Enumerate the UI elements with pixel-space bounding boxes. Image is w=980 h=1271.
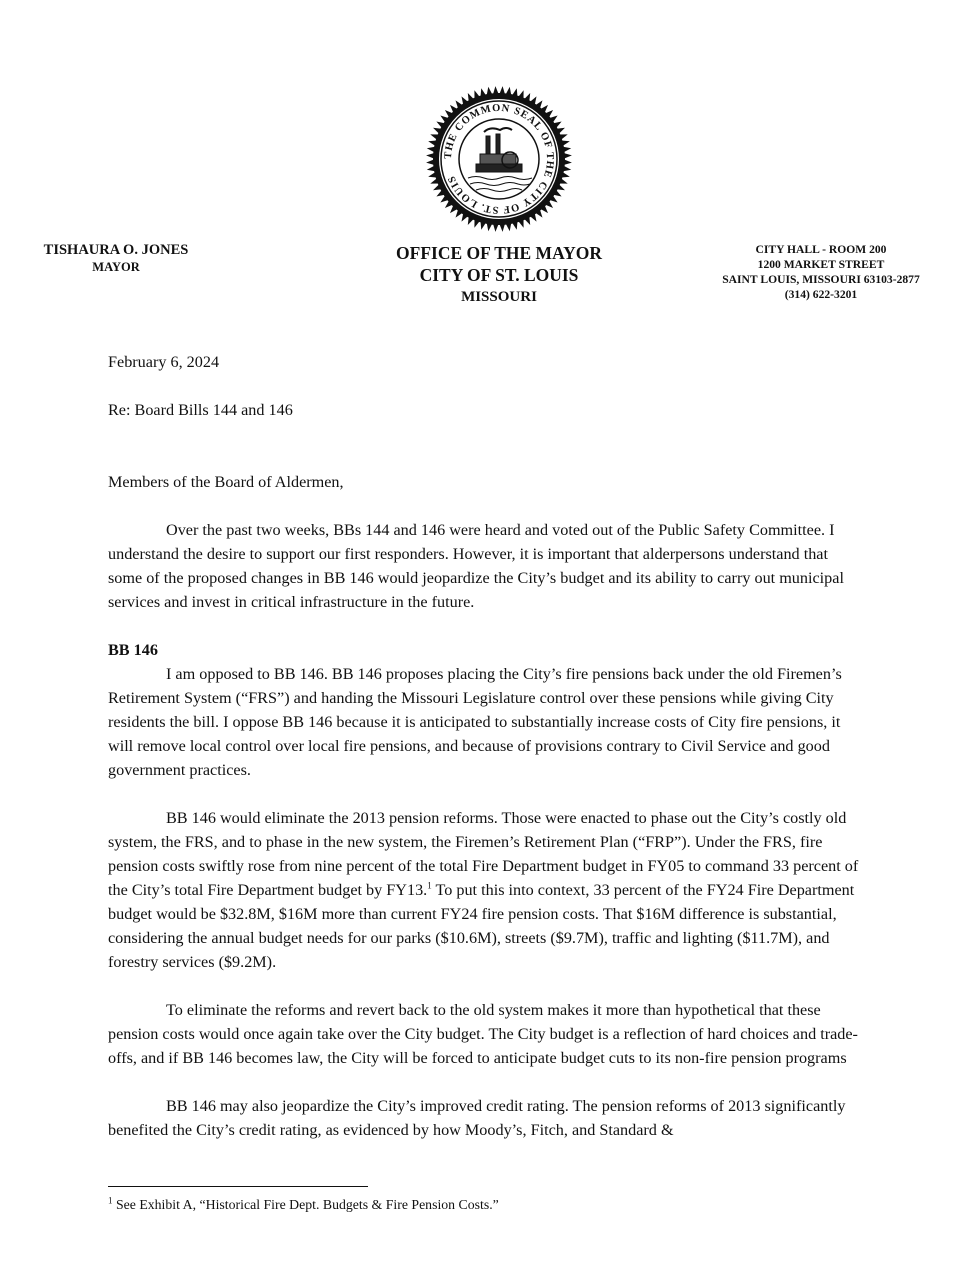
- address-line-1: CITY HALL - ROOM 200: [755, 243, 887, 256]
- office-line-3: MISSOURI: [461, 289, 537, 305]
- letter-subject: Re: Board Bills 144 and 146: [108, 401, 293, 419]
- office-line-1: OFFICE OF THE MAYOR: [396, 243, 602, 263]
- mayor-title: MAYOR: [92, 260, 140, 274]
- paragraph-1: Over the past two weeks, BBs 144 and 146 were heard and voted out of the Public Safety Committee. I understand the desire to support our first responders. However, it is important that alderpersons understand that some of the proposed changes in BB 146 would jeopardize the City’s budget and its ability to carry out municipal services and invest in critical infrastructure in the future.: [108, 521, 844, 611]
- paragraph-3-part-a: BB 146 would eliminate the 2013 pension reforms. Those were enacted to phase out the City’s costly old system, the FRS, and to phase in the new system, the Firemen’s Retirement Plan (“FRP”). Under the FRS, fire pension costs swiftly rose from nine percent of the total Fire Department budget in FY05 to command 33 percent of the City’s total Fire Department budget by FY13.: [108, 809, 859, 899]
- footnote-divider: [108, 1186, 368, 1187]
- city-seal-icon: [424, 84, 574, 234]
- address-line-3: SAINT LOUIS, MISSOURI 63103-2877: [722, 273, 920, 286]
- letter-salutation: Members of the Board of Aldermen,: [108, 473, 344, 491]
- address-line-2: 1200 MARKET STREET: [757, 258, 885, 271]
- letter-date: February 6, 2024: [108, 353, 220, 371]
- paragraph-5: BB 146 may also jeopardize the City’s improved credit rating. The pension reforms of 2013 significantly benefited the City’s credit rating, as evidenced by how Moody’s, Fitch, and Standard &: [108, 1097, 846, 1139]
- section-heading-bb146: BB 146: [108, 641, 158, 659]
- paragraph-3-part-b: To put this into context, 33 percent of the FY24 Fire Department budget would be $32.8M, $16M more than current FY24 fire pension costs. That $16M difference is substantial, considering the annual budget needs for our parks ($10.6M), streets ($9.7M), traffic and lighting ($11.7M), and forestry services ($9.2M).: [108, 881, 855, 971]
- office-line-2: CITY OF ST. LOUIS: [419, 265, 579, 285]
- footnote-text: See Exhibit A, “Historical Fire Dept. Budgets & Fire Pension Costs.”: [112, 1197, 499, 1212]
- office-block: [372, 242, 626, 308]
- paragraph-4: To eliminate the reforms and revert back to the old system makes it more than hypothetical that these pension costs would once again take over the City budget. The City budget is a reflection of hard choices and trade-offs, and if BB 146 becomes law, the City will be forced to anticipate budget cuts to its non-fire pension programs: [108, 1001, 858, 1067]
- paragraph-3: [108, 806, 863, 974]
- seal-ring-text: THE COMMON SEAL OF THE CITY OF ST. LOUIS: [442, 102, 556, 216]
- paragraph-2: I am opposed to BB 146. BB 146 proposes placing the City’s fire pensions back under the old Firemen’s Retirement System (“FRS”) and handing the Missouri Legislature control over these pensions while giving City residents the bill. I oppose BB 146 because it is anticipated to substantially increase costs of City fire pensions, it will remove local control over local fire pensions, and because of provisions contrary to Civil Service and good government practices.: [108, 665, 842, 779]
- footnote: [108, 1196, 868, 1214]
- address-line-4: (314) 622-3201: [784, 288, 858, 301]
- mayor-name-block: [20, 242, 212, 276]
- footnote-reference: 1: [427, 880, 432, 891]
- letter-body: [108, 350, 863, 1142]
- address-block: [698, 242, 944, 302]
- mayor-name: TISHAURA O. JONES: [43, 242, 189, 258]
- footnote-number: 1: [108, 1195, 113, 1206]
